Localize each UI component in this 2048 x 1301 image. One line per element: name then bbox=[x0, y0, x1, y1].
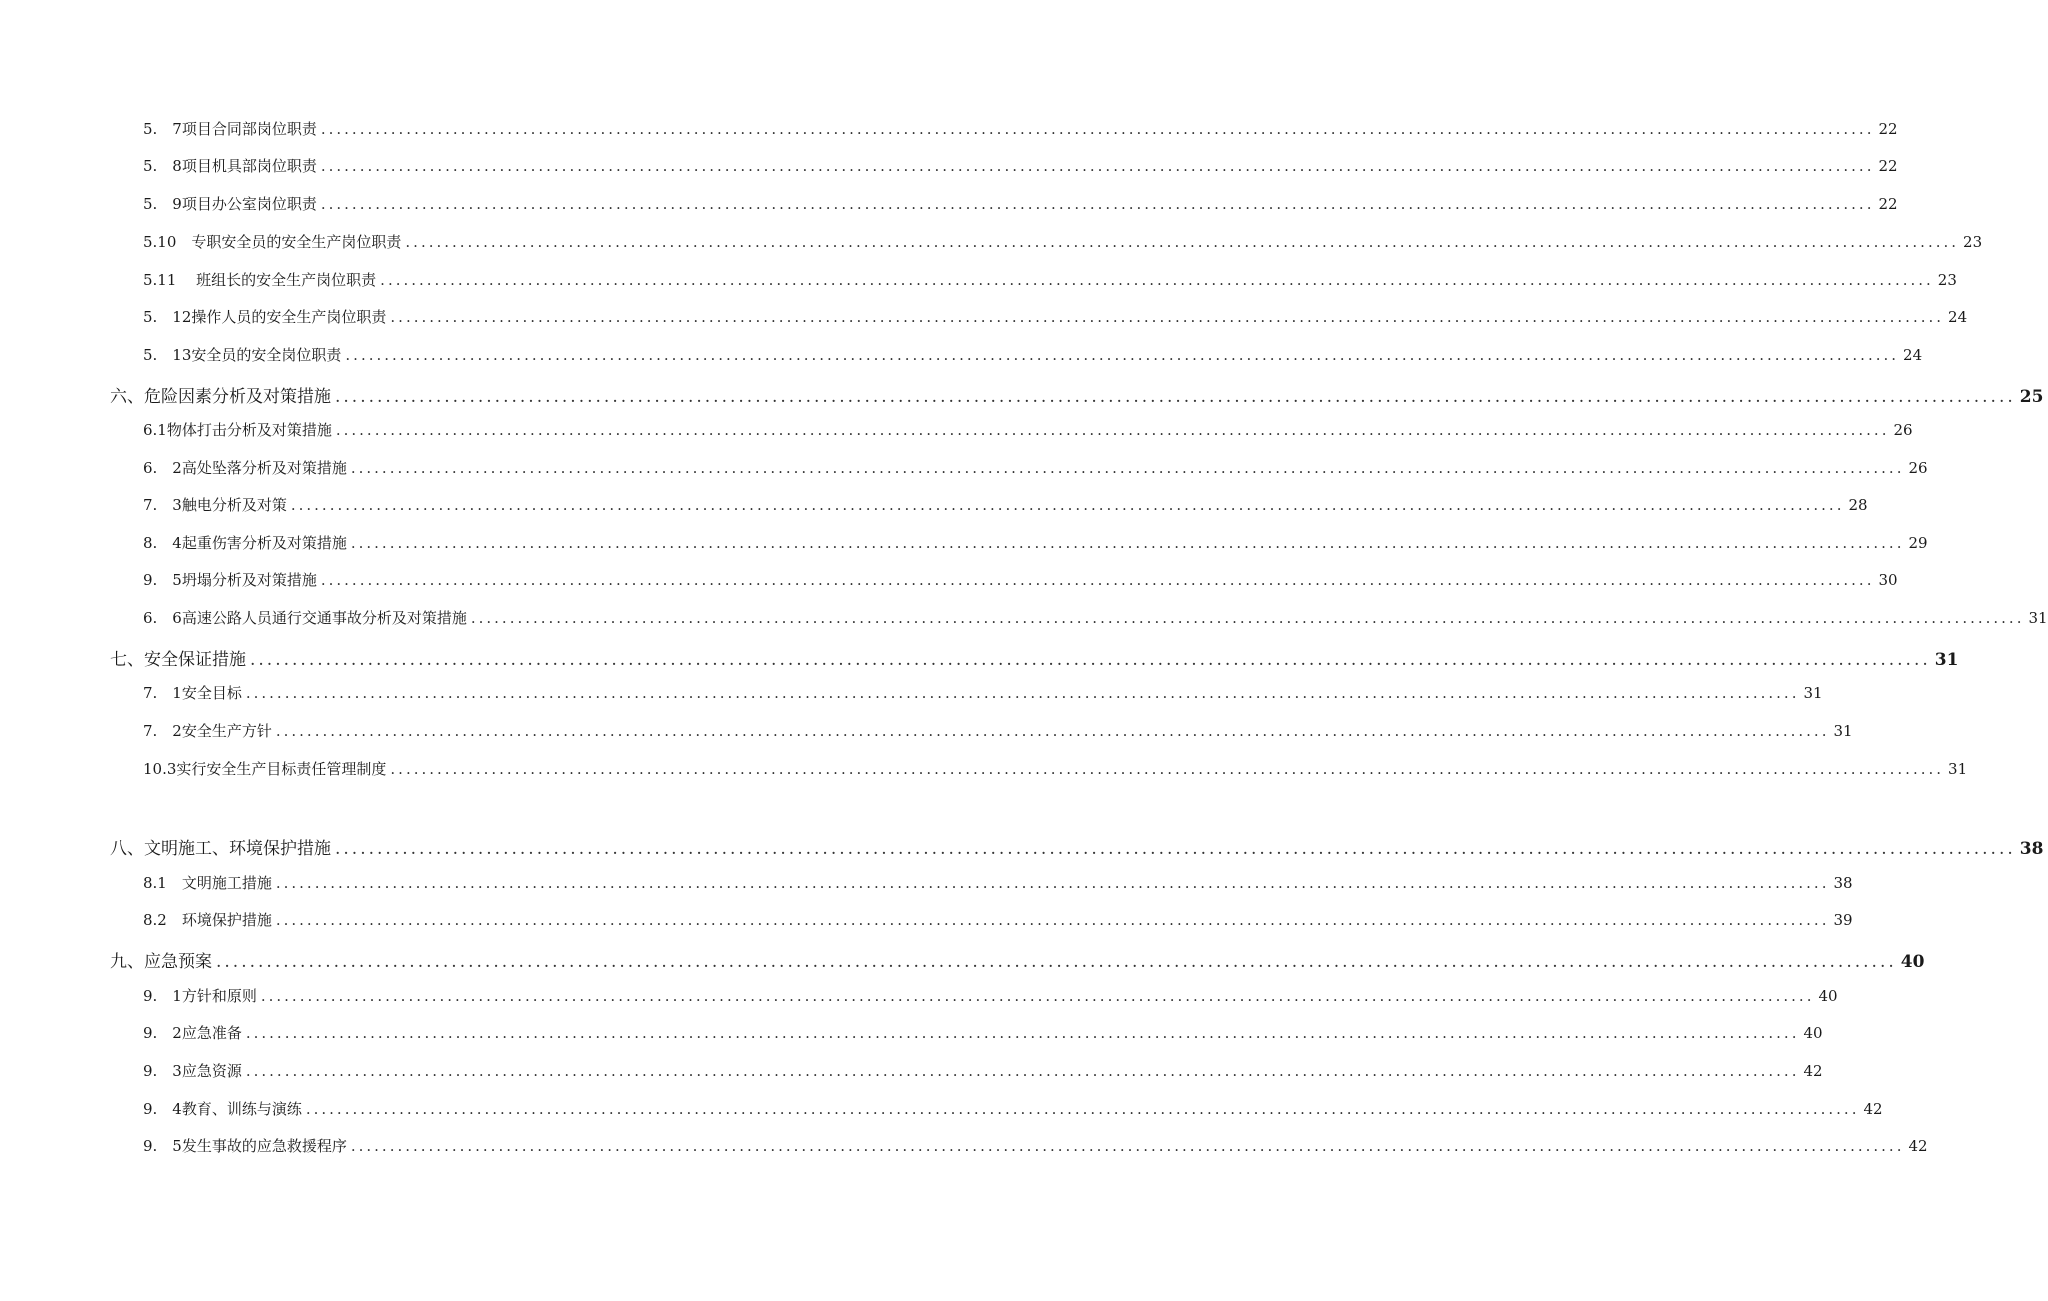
toc-page-number: 22 bbox=[1878, 195, 1898, 213]
toc-entry-title: 6. 2高处坠落分析及对策措施 bbox=[143, 459, 347, 477]
toc-dot-leader: ........................................................................................................................................................................................................ bbox=[350, 459, 1905, 477]
toc-entry-title: 7. 3触电分析及对策 bbox=[143, 496, 287, 514]
toc-section-entry[interactable] bbox=[143, 682, 1823, 706]
toc-section-entry[interactable] bbox=[143, 269, 1957, 293]
toc-entry-title: 5. 7项目合同部岗位职责 bbox=[143, 120, 317, 138]
toc-section-entry[interactable] bbox=[143, 457, 1928, 481]
toc-section-entry[interactable] bbox=[143, 985, 1838, 1009]
toc-chapter-entry[interactable] bbox=[110, 947, 1925, 972]
toc-page-number: 40 bbox=[1818, 987, 1838, 1005]
toc-dot-leader: ........................................................................................................................................................................................................ bbox=[335, 387, 2016, 407]
toc-page-number: 31 bbox=[1833, 722, 1853, 740]
toc-section-entry[interactable] bbox=[143, 1060, 1823, 1084]
toc-dot-leader: ........................................................................................................................................................................................................ bbox=[405, 233, 1960, 251]
toc-page-number: 38 bbox=[2019, 839, 2044, 859]
toc-entry-title: 9. 5坍塌分析及对策措施 bbox=[143, 571, 317, 589]
toc-dot-leader: ........................................................................................................................................................................................................ bbox=[320, 195, 1875, 213]
toc-page-number: 31 bbox=[2028, 609, 2048, 627]
toc-page-number: 42 bbox=[1863, 1100, 1883, 1118]
toc-chapter-entry[interactable] bbox=[110, 382, 2044, 407]
toc-entry-title: 10.3实行安全生产目标责任管理制度 bbox=[143, 760, 387, 778]
toc-page-number: 23 bbox=[1937, 271, 1957, 289]
toc-entry-title: 5. 8项目机具部岗位职责 bbox=[143, 157, 317, 175]
toc-page-number: 31 bbox=[1934, 650, 1959, 670]
toc-section-entry[interactable] bbox=[143, 419, 1913, 443]
toc-entry-title: 5. 13安全员的安全岗位职责 bbox=[143, 346, 342, 364]
toc-section-entry[interactable] bbox=[143, 494, 1868, 518]
toc-dot-leader: ........................................................................................................................................................................................................ bbox=[320, 157, 1875, 175]
toc-section-entry[interactable] bbox=[143, 344, 1923, 368]
toc-dot-leader: ........................................................................................................................................................................................................ bbox=[245, 684, 1800, 702]
toc-entry-title: 9. 1方针和原则 bbox=[143, 987, 257, 1005]
toc-dot-leader: ........................................................................................................................................................................................................ bbox=[245, 1024, 1800, 1042]
toc-dot-leader: ........................................................................................................................................................................................................ bbox=[335, 421, 1890, 439]
toc-page-number: 40 bbox=[1900, 952, 1925, 972]
toc-section-entry[interactable] bbox=[143, 1022, 1823, 1046]
toc-entry-title: 5. 9项目办公室岗位职责 bbox=[143, 195, 317, 213]
toc-entry-title: 9. 4教育、训练与演练 bbox=[143, 1100, 302, 1118]
toc-section-entry[interactable] bbox=[143, 758, 1968, 782]
toc-entry-title: 9. 5发生事故的应急救援程序 bbox=[143, 1137, 347, 1155]
toc-section-entry[interactable] bbox=[143, 118, 1898, 142]
toc-dot-leader: ........................................................................................................................................................................................................ bbox=[320, 571, 1875, 589]
toc-entry-title: 七、安全保证措施 bbox=[110, 650, 246, 670]
toc-entry-title: 6. 6高速公路人员通行交通事故分析及对策措施 bbox=[143, 609, 467, 627]
toc-page-number: 26 bbox=[1908, 459, 1928, 477]
toc-entry-title: 5.10 专职安全员的安全生产岗位职责 bbox=[143, 233, 402, 251]
toc-section-entry[interactable] bbox=[143, 872, 1853, 896]
toc-page-number: 42 bbox=[1908, 1137, 1928, 1155]
toc-entry-title: 6.1物体打击分析及对策措施 bbox=[143, 421, 332, 439]
toc-page-number: 31 bbox=[1948, 760, 1968, 778]
toc-dot-leader: ........................................................................................................................................................................................................ bbox=[245, 1062, 1800, 1080]
toc-dot-leader: ........................................................................................................................................................................................................ bbox=[250, 650, 1931, 670]
toc-section-entry[interactable] bbox=[143, 231, 1983, 255]
toc-entry-title: 5. 12操作人员的安全生产岗位职责 bbox=[143, 308, 387, 326]
toc-entry-title: 8.2 环境保护措施 bbox=[143, 911, 272, 929]
toc-page-number: 26 bbox=[1893, 421, 1913, 439]
toc-page-number: 22 bbox=[1878, 157, 1898, 175]
toc-section-entry[interactable] bbox=[143, 193, 1898, 217]
toc-section-entry[interactable] bbox=[143, 720, 1853, 744]
toc-entry-title: 八、文明施工、环境保护措施 bbox=[110, 839, 331, 859]
toc-section-entry[interactable] bbox=[143, 1098, 1883, 1122]
toc-entry-title: 九、应急预案 bbox=[110, 952, 212, 972]
toc-page-number: 25 bbox=[2019, 387, 2044, 407]
toc-page-number: 24 bbox=[1903, 346, 1923, 364]
toc-entry-title: 8.1 文明施工措施 bbox=[143, 874, 272, 892]
toc-dot-leader: ........................................................................................................................................................................................................ bbox=[320, 120, 1875, 138]
toc-page-number: 31 bbox=[1803, 684, 1823, 702]
toc-entry-title: 9. 2应急准备 bbox=[143, 1024, 242, 1042]
toc-dot-leader: ........................................................................................................................................................................................................ bbox=[260, 987, 1815, 1005]
toc-dot-leader: ........................................................................................................................................................................................................ bbox=[216, 952, 1897, 972]
toc-page-number: 22 bbox=[1878, 120, 1898, 138]
toc-entry-title: 7. 1安全目标 bbox=[143, 684, 242, 702]
toc-section-entry[interactable] bbox=[143, 306, 1968, 330]
toc-page-number: 24 bbox=[1948, 308, 1968, 326]
toc-page-number: 28 bbox=[1848, 496, 1868, 514]
toc-dot-leader: ........................................................................................................................................................................................................ bbox=[390, 760, 1945, 778]
toc-page-number: 29 bbox=[1908, 534, 1928, 552]
toc-dot-leader: ........................................................................................................................................................................................................ bbox=[335, 839, 2016, 859]
toc-section-entry[interactable] bbox=[143, 909, 1853, 933]
toc-section-entry[interactable] bbox=[143, 607, 2048, 631]
toc-entry-title: 六、危险因素分析及对策措施 bbox=[110, 387, 331, 407]
toc-chapter-entry[interactable] bbox=[110, 645, 1959, 670]
toc-entry-title: 7. 2安全生产方针 bbox=[143, 722, 272, 740]
toc-page-number: 42 bbox=[1803, 1062, 1823, 1080]
toc-page-number: 30 bbox=[1878, 571, 1898, 589]
toc-section-entry[interactable] bbox=[143, 155, 1898, 179]
toc-dot-leader: ........................................................................................................................................................................................................ bbox=[290, 496, 1845, 514]
toc-entry-title: 9. 3应急资源 bbox=[143, 1062, 242, 1080]
toc-page-number: 39 bbox=[1833, 911, 1853, 929]
toc-page-number: 38 bbox=[1833, 874, 1853, 892]
toc-page-number: 40 bbox=[1803, 1024, 1823, 1042]
toc-section-entry[interactable] bbox=[143, 1135, 1928, 1159]
toc-dot-leader: ........................................................................................................................................................................................................ bbox=[390, 308, 1945, 326]
toc-dot-leader: ........................................................................................................................................................................................................ bbox=[350, 534, 1905, 552]
toc-dot-leader: ........................................................................................................................................................................................................ bbox=[345, 346, 1900, 364]
toc-dot-leader: ........................................................................................................................................................................................................ bbox=[275, 911, 1830, 929]
toc-entry-title: 8. 4起重伤害分析及对策措施 bbox=[143, 534, 347, 552]
toc-entry-title: 5.11 班组长的安全生产岗位职责 bbox=[143, 271, 377, 289]
toc-chapter-entry[interactable] bbox=[110, 834, 2044, 859]
toc-dot-leader: ........................................................................................................................................................................................................ bbox=[305, 1100, 1860, 1118]
toc-dot-leader: ........................................................................................................................................................................................................ bbox=[380, 271, 1934, 289]
toc-dot-leader: ........................................................................................................................................................................................................ bbox=[275, 722, 1830, 740]
toc-dot-leader: ........................................................................................................................................................................................................ bbox=[470, 609, 2025, 627]
toc-section-entry[interactable] bbox=[143, 532, 1928, 556]
toc-dot-leader: ........................................................................................................................................................................................................ bbox=[350, 1137, 1905, 1155]
toc-dot-leader: ........................................................................................................................................................................................................ bbox=[275, 874, 1830, 892]
toc-section-entry[interactable] bbox=[143, 569, 1898, 593]
toc-page-number: 23 bbox=[1963, 233, 1983, 251]
